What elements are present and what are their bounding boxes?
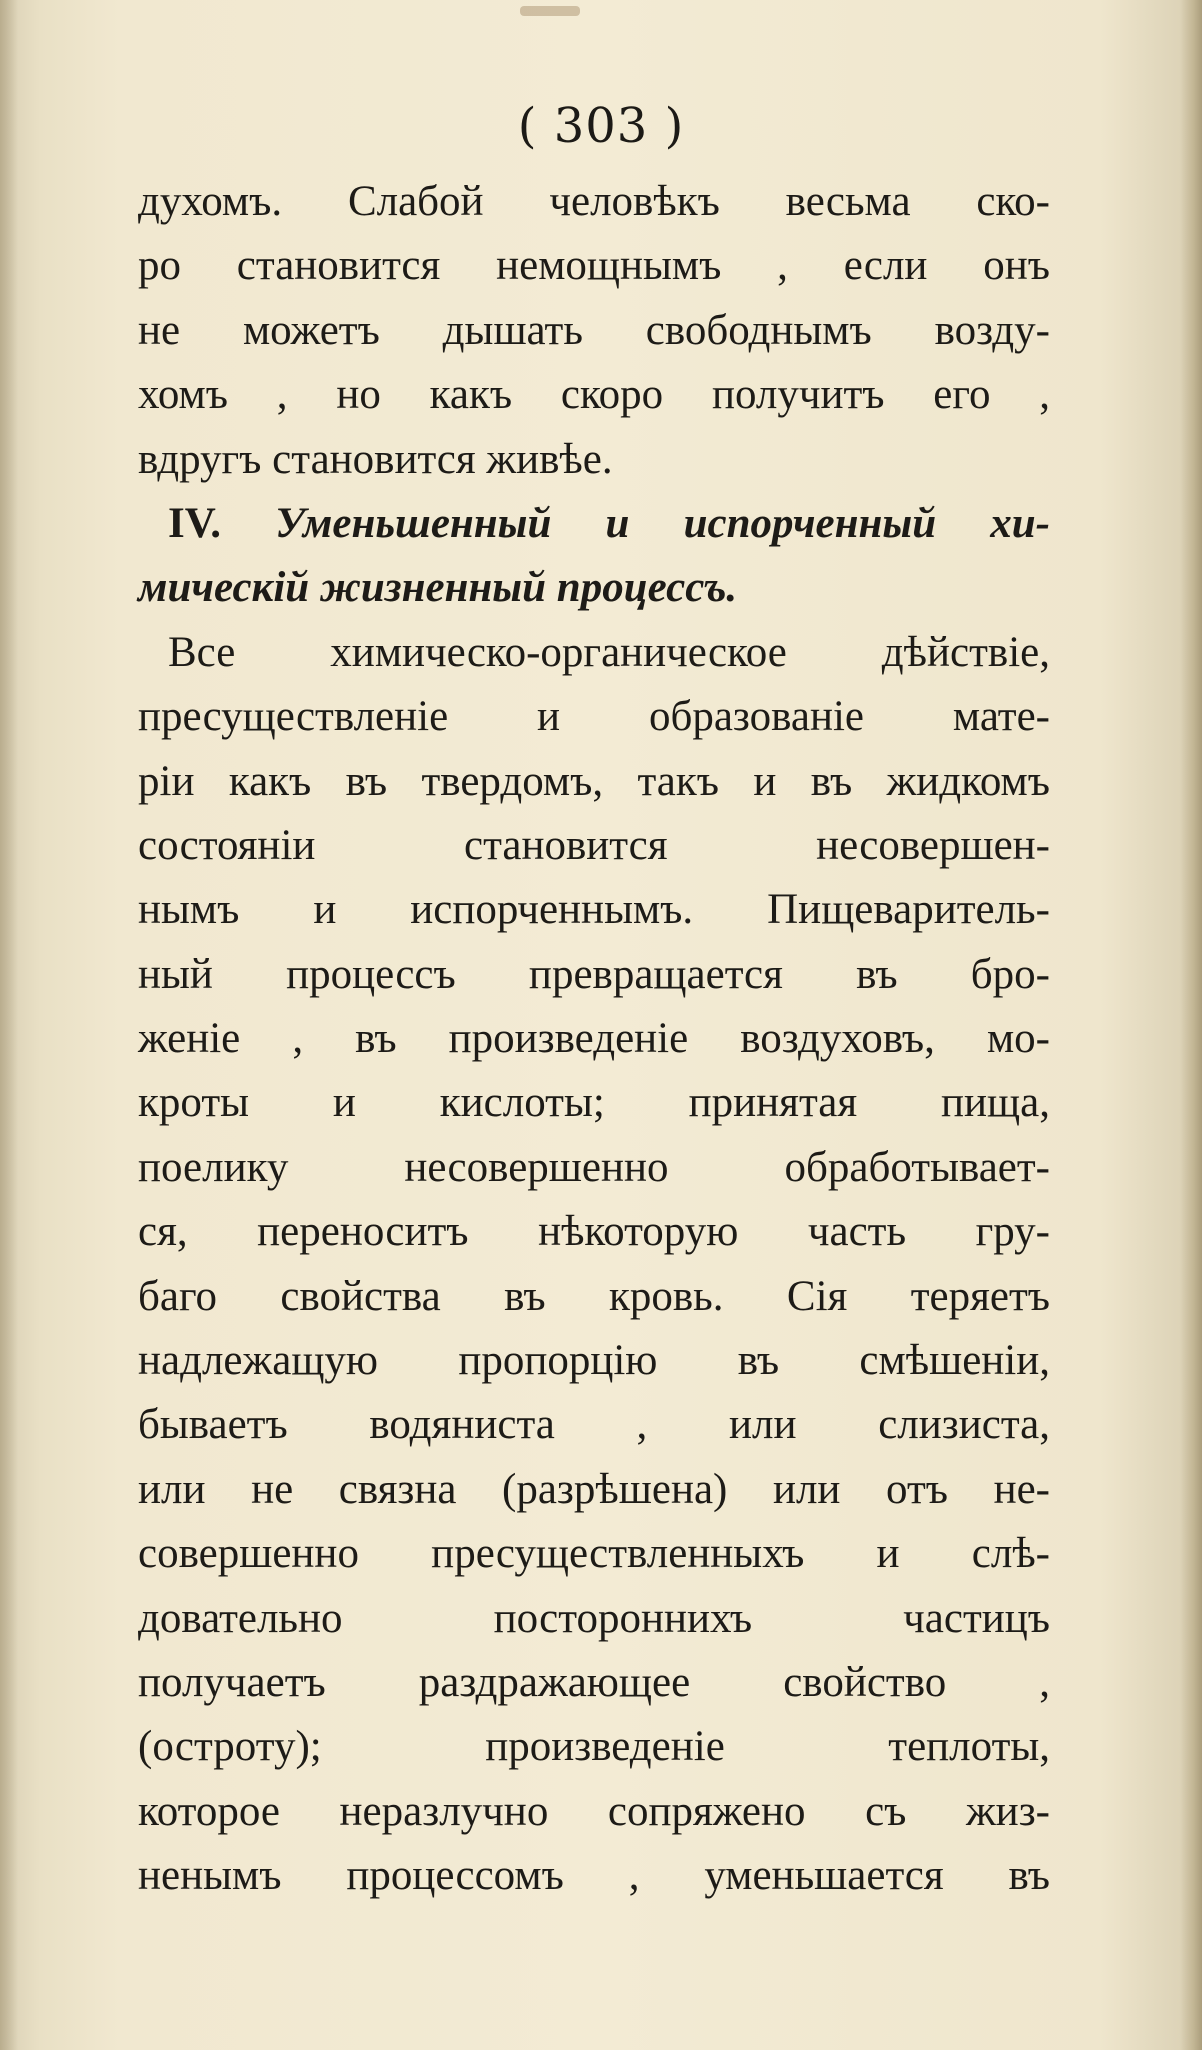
- text-line: ріи какъ въ твердомъ, такъ и въ жидкомъ: [138, 757, 1050, 805]
- page-edge: [1180, 0, 1202, 2050]
- section-numeral: IV.: [168, 499, 221, 547]
- section-heading-continued: мическій жизненный процессъ.: [138, 564, 738, 612]
- text-line: совершенно пресуществленныхъ и слѣ-: [138, 1530, 1050, 1578]
- text-line: не можетъ дышать свободнымъ возду-: [138, 306, 1050, 354]
- text-line: пресуществленіе и образованіе мате-: [138, 693, 1050, 741]
- text-line: бываетъ водяниста , или слизиста,: [138, 1401, 1050, 1449]
- text-line: женіе , въ произведеніе воздуховъ, мо-: [138, 1015, 1050, 1063]
- text-line: нымъ и испорченнымъ. Пищеваритель-: [138, 886, 1050, 934]
- text-line: ный процессъ превращается въ бро-: [138, 950, 1050, 998]
- text-line: баго свойства въ кровь. Сія теряетъ: [138, 1272, 1050, 1320]
- text-line: хомъ , но какъ скоро получитъ его ,: [138, 371, 1050, 419]
- text-line: кроты и кислоты; принятая пища,: [138, 1079, 1050, 1127]
- text-line: вдругъ становится живѣе.: [138, 435, 613, 483]
- text-line: состояніи становится несовершен-: [138, 821, 1050, 869]
- paper-stain: [520, 6, 580, 16]
- text-line: ся, переноситъ нѣкоторую часть гру-: [138, 1208, 1050, 1256]
- page-text: [138, 170, 1050, 1909]
- section-heading-text: Уменьшенный и испорченный хи-: [275, 499, 1050, 547]
- section-heading: [138, 492, 1050, 556]
- text-line: или не связна (разрѣшена) или отъ не-: [138, 1465, 1050, 1513]
- text-line: которое неразлучно сопряжено съ жиз-: [138, 1787, 1050, 1835]
- text-line: довательно постороннихъ частицъ: [138, 1594, 1050, 1642]
- text-line: получаетъ раздражающее свойство ,: [138, 1658, 1050, 1706]
- text-line: поелику несовершенно обработывает-: [138, 1143, 1050, 1191]
- text-line: ро становится немощнымъ , если онъ: [138, 242, 1050, 290]
- text-line: надлежащую пропорцію въ смѣшеніи,: [138, 1337, 1050, 1385]
- text-line: духомъ. Слабой человѣкъ весьма ско-: [138, 178, 1050, 225]
- text-line: ненымъ процессомъ , уменьшается въ: [138, 1852, 1050, 1900]
- text-line: (остроту); произведеніе теплоты,: [138, 1723, 1050, 1771]
- page-number: ( 303 ): [517, 98, 685, 154]
- page-gutter-shadow: [0, 0, 18, 2050]
- text-line: Все химическо-органическое дѣйствіе,: [168, 628, 1050, 676]
